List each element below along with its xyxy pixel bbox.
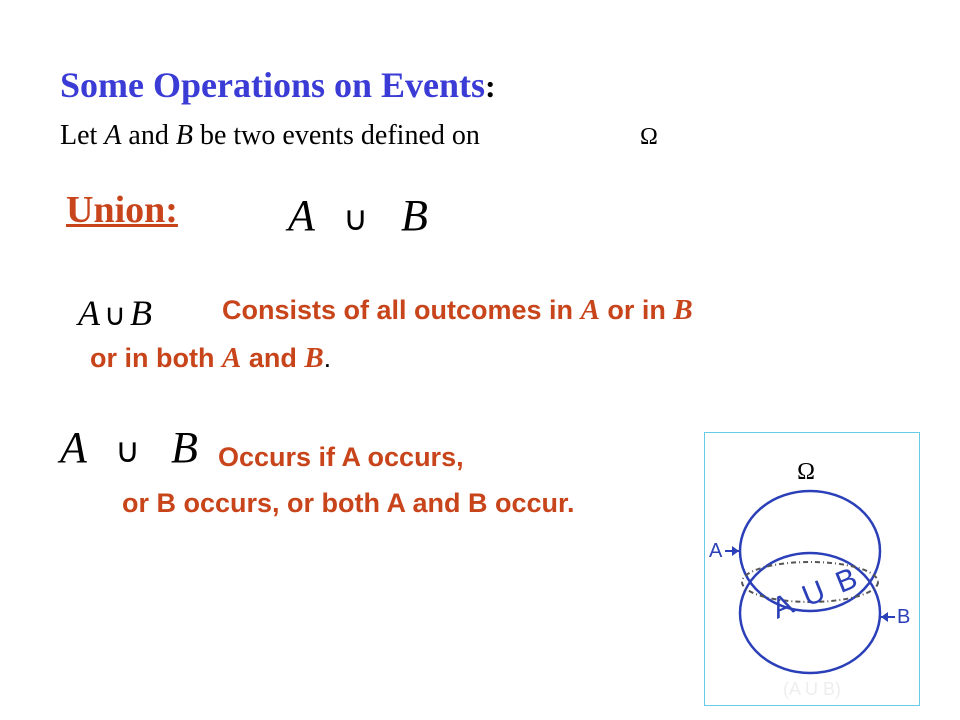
- omega-symbol: Ω: [640, 124, 658, 150]
- occurs-line-2: or B occurs, or both A and B occur.: [122, 488, 575, 518]
- subtitle-var-b: B: [175, 120, 193, 151]
- formula-cup: ∪: [343, 201, 368, 238]
- slide-title-colon: :: [485, 68, 496, 104]
- formula-b: B: [170, 423, 198, 472]
- slide-title: [60, 64, 496, 106]
- venn-union-label: A U B: [767, 560, 865, 626]
- formula-b: B: [129, 293, 152, 333]
- subtitle-and: and: [121, 120, 176, 151]
- slide-title-text: Some Operations on Events: [60, 65, 486, 105]
- venn-label-b: B: [897, 606, 911, 628]
- subtitle-var-a: A: [104, 120, 122, 151]
- def1-prefix: Consists of all outcomes in: [222, 295, 581, 325]
- formula-cup: ∪: [115, 433, 140, 470]
- union-formula-main: [288, 190, 428, 241]
- occurs-line-1: Occurs if A occurs,: [218, 442, 464, 472]
- slide-subtitle: [60, 120, 480, 152]
- def1-var-b: B: [673, 294, 693, 326]
- def1-line2-prefix: or in both: [90, 343, 222, 373]
- subtitle-prefix: Let: [60, 120, 105, 151]
- definition-line-1: [222, 294, 693, 327]
- union-formula-def2: [60, 422, 198, 473]
- venn-svg: [705, 433, 919, 705]
- venn-label-a: A: [709, 540, 723, 562]
- def1-period: .: [323, 343, 332, 373]
- def1-var-a2: A: [221, 342, 242, 374]
- union-heading: Union:: [66, 189, 178, 231]
- formula-a: A: [288, 191, 315, 240]
- formula-a: A: [60, 423, 87, 472]
- union-formula-def1: [78, 292, 152, 334]
- definition-line-2: [90, 342, 331, 375]
- formula-cup: ∪: [104, 299, 126, 332]
- def1-var-a: A: [580, 294, 600, 326]
- formula-a: A: [78, 293, 100, 333]
- formula-b: B: [400, 191, 428, 240]
- venn-diagram: [704, 432, 920, 706]
- arrow-a-head-icon: [732, 546, 739, 556]
- subtitle-suffix: be two events defined on: [192, 120, 480, 151]
- venn-caption: (A U B): [782, 679, 842, 699]
- def1-var-b2: B: [304, 342, 324, 374]
- def1-and: and: [241, 343, 305, 373]
- venn-omega: Ω: [797, 459, 815, 485]
- def1-mid: or in: [599, 295, 674, 325]
- arrow-b-head-icon: [881, 612, 888, 622]
